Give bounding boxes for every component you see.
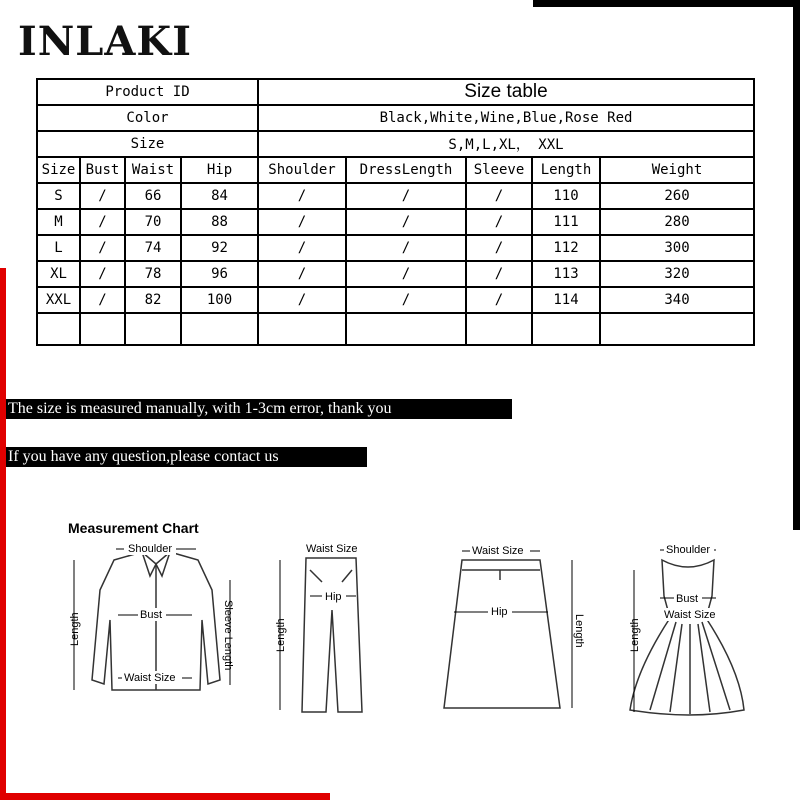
shirt-waist-label: Waist Size (124, 672, 176, 684)
table-cell: 114 (532, 287, 600, 313)
measurement-error-note: The size is measured manually, with 1-3cm error, thank you (6, 399, 512, 419)
dress-length-label: Length (629, 618, 641, 652)
col-header: Weight (600, 157, 754, 183)
product-id-label: Product ID (37, 79, 258, 105)
skirt-waist-label: Waist Size (472, 545, 524, 557)
table-cell: 96 (181, 261, 258, 287)
table-cell: / (346, 209, 466, 235)
table-cell: / (346, 287, 466, 313)
table-cell: / (258, 209, 346, 235)
col-header: Shoulder (258, 157, 346, 183)
table-cell: S (37, 183, 80, 209)
table-cell: 320 (600, 261, 754, 287)
table-cell: / (466, 287, 532, 313)
table-cell: 110 (532, 183, 600, 209)
shirt-length-label: Length (69, 612, 81, 646)
table-cell: 66 (125, 183, 181, 209)
table-cell: L (37, 235, 80, 261)
table-cell: 70 (125, 209, 181, 235)
empty-table-row (37, 313, 754, 345)
pants-waist-label: Waist Size (306, 543, 358, 555)
table-cell: XL (37, 261, 80, 287)
measurement-chart-title: Measurement Chart (68, 520, 199, 536)
table-cell: 112 (532, 235, 600, 261)
col-header: Waist (125, 157, 181, 183)
table-row (37, 287, 754, 313)
table-cell: 92 (181, 235, 258, 261)
col-header: Bust (80, 157, 125, 183)
skirt-length-label: Length (573, 614, 585, 648)
bottom-red-border-bar (0, 793, 330, 800)
table-cell: / (80, 209, 125, 235)
table-cell: / (466, 183, 532, 209)
color-row (37, 105, 754, 131)
table-cell: 340 (600, 287, 754, 313)
table-cell: / (80, 235, 125, 261)
table-cell: / (80, 261, 125, 287)
shirt-diagram (62, 540, 247, 724)
table-cell: M (37, 209, 80, 235)
top-border-bar (533, 0, 800, 7)
size-table (36, 78, 755, 346)
table-cell: / (258, 287, 346, 313)
table-cell: / (80, 287, 125, 313)
dress-waist-label: Waist Size (664, 609, 716, 621)
table-cell: 88 (181, 209, 258, 235)
table-cell: / (346, 235, 466, 261)
table-cell: / (80, 183, 125, 209)
table-cell: / (346, 261, 466, 287)
skirt-diagram (440, 540, 590, 724)
product-id-row (37, 79, 754, 105)
right-border-bar (793, 0, 800, 530)
pants-hip-label: Hip (325, 591, 342, 603)
size-table-title: Size table (258, 79, 754, 105)
col-header: Size (37, 157, 80, 183)
column-header-row (37, 157, 754, 183)
table-cell: 280 (600, 209, 754, 235)
table-cell: 84 (181, 183, 258, 209)
table-cell: / (258, 261, 346, 287)
table-cell: 260 (600, 183, 754, 209)
table-row (37, 235, 754, 261)
table-cell: 113 (532, 261, 600, 287)
table-cell: 74 (125, 235, 181, 261)
table-cell: / (466, 209, 532, 235)
contact-note: If you have any question,please contact us (6, 447, 367, 467)
col-header: Hip (181, 157, 258, 183)
color-value: Black,White,Wine,Blue,Rose Red (258, 105, 754, 131)
dress-shoulder-label: Shoulder (666, 544, 711, 556)
table-cell: / (466, 261, 532, 287)
table-cell: 300 (600, 235, 754, 261)
table-cell: 111 (532, 209, 600, 235)
table-cell: XXL (37, 287, 80, 313)
shirt-shoulder-label: Shoulder (128, 543, 173, 555)
left-red-border-bar (0, 268, 6, 800)
col-header: Sleeve (466, 157, 532, 183)
table-cell: / (258, 235, 346, 261)
color-label: Color (37, 105, 258, 131)
brand-logo: INLAKI (18, 18, 192, 65)
dress-bust-label: Bust (676, 593, 699, 605)
dress-diagram (620, 540, 750, 724)
table-cell: / (346, 183, 466, 209)
col-header: Length (532, 157, 600, 183)
shirt-bust-label: Bust (140, 609, 163, 621)
pants-length-label: Length (275, 618, 287, 652)
table-cell: 100 (181, 287, 258, 313)
table-cell: 82 (125, 287, 181, 313)
size-label: Size (37, 131, 258, 157)
table-cell: 78 (125, 261, 181, 287)
col-header: DressLength (346, 157, 466, 183)
shirt-sleeve-label: Sleeve Length (222, 600, 234, 671)
size-row (37, 131, 754, 157)
table-cell: / (466, 235, 532, 261)
pants-diagram (266, 540, 376, 724)
table-row (37, 183, 754, 209)
size-value: S,M,L,XL， XXL (258, 131, 754, 157)
skirt-hip-label: Hip (491, 606, 508, 618)
table-row (37, 209, 754, 235)
table-cell: / (258, 183, 346, 209)
table-row (37, 261, 754, 287)
